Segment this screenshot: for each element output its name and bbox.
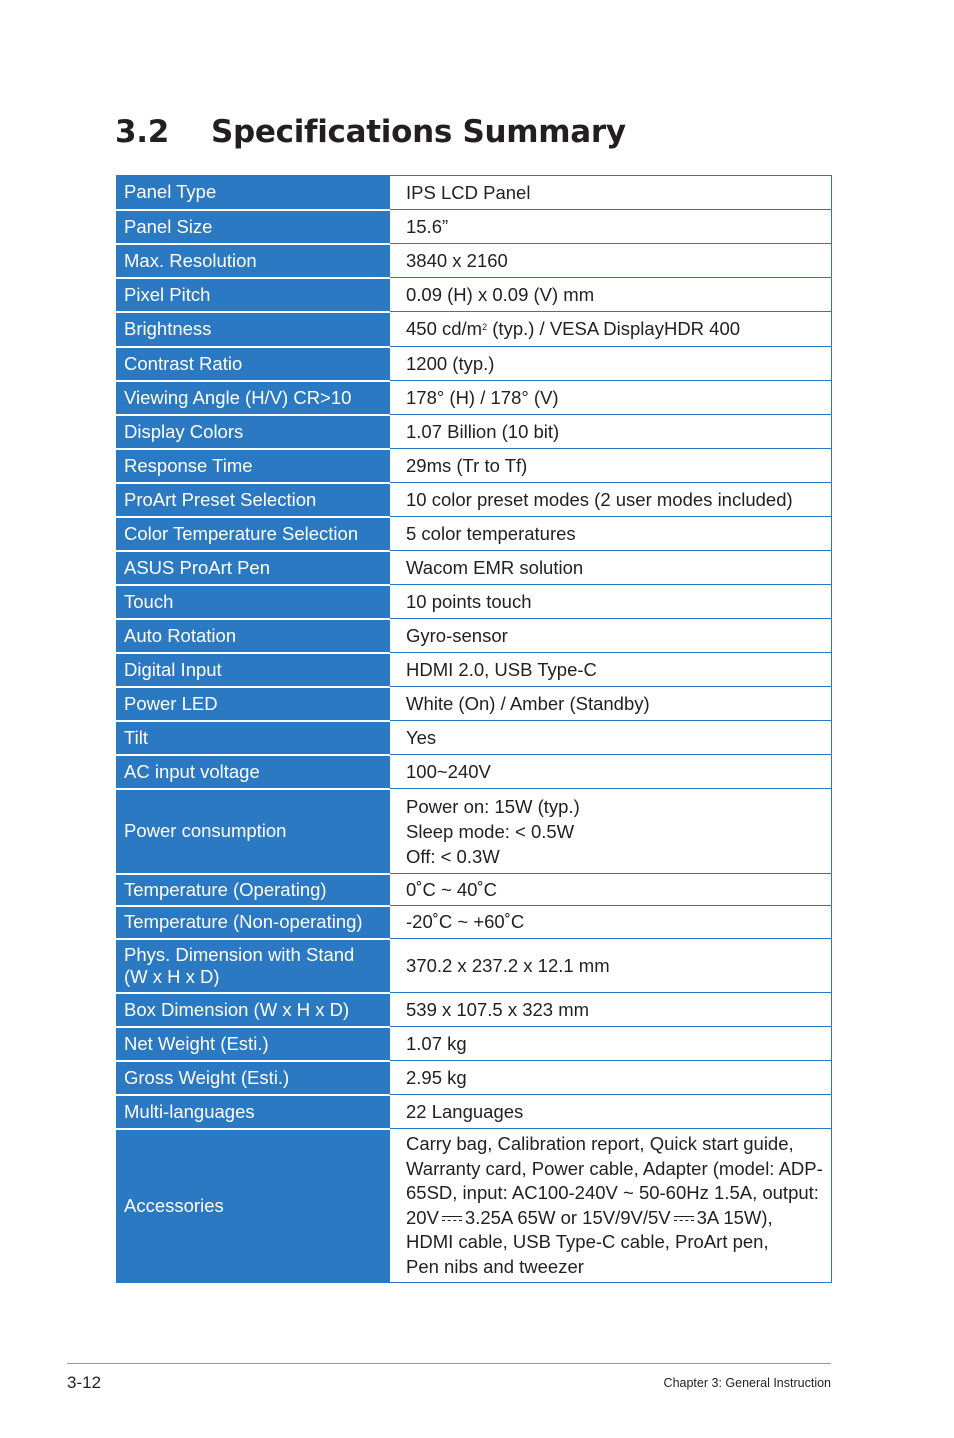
- spec-label: Panel Size: [117, 210, 390, 244]
- dc-current-icon: [442, 1215, 462, 1223]
- spec-label: ASUS ProArt Pen: [117, 551, 390, 585]
- dc-current-icon: [674, 1215, 694, 1223]
- spec-row-temp-non-operating: [117, 906, 832, 939]
- spec-label: Temperature (Operating): [117, 874, 390, 906]
- spec-label: Power LED: [117, 687, 390, 721]
- spec-label: Net Weight (Esti.): [117, 1027, 390, 1061]
- value-line: Off: < 0.3W: [406, 845, 500, 867]
- spec-value: 100~240V: [390, 755, 832, 789]
- spec-row-temp-operating: [117, 874, 832, 906]
- spec-row-max-resolution: [117, 244, 832, 278]
- spec-row-multi-languages: [117, 1095, 832, 1129]
- spec-value: [390, 312, 832, 347]
- label-line: Phys. Dimension with Stand: [124, 943, 355, 965]
- spec-row-phys-dimension: [117, 939, 832, 993]
- spec-value: 1.07 Billion (10 bit): [390, 415, 832, 449]
- spec-value: 2.95 kg: [390, 1061, 832, 1095]
- spec-label: Contrast Ratio: [117, 347, 390, 381]
- section-heading: [115, 114, 626, 150]
- section-title: Specifications Summary: [211, 114, 626, 150]
- spec-value: Gyro-sensor: [390, 619, 832, 653]
- spec-value: 1200 (typ.): [390, 347, 832, 381]
- output-current-15w: 3A 15W),: [696, 1206, 773, 1228]
- spec-label: Touch: [117, 585, 390, 619]
- spec-row-auto-rotation: [117, 619, 832, 653]
- footer-divider: [67, 1363, 831, 1364]
- value-line: Power on: 15W (typ.): [406, 795, 580, 817]
- label-line: (W x H x D): [124, 965, 220, 987]
- spec-row-power-consumption: [117, 789, 832, 874]
- spec-row-power-led: [117, 687, 832, 721]
- spec-row-viewing-angle: [117, 381, 832, 415]
- output-spec-text: 3.25A 65W or 15V/9V/5V: [464, 1206, 671, 1228]
- spec-value: HDMI 2.0, USB Type-C: [390, 653, 832, 687]
- spec-row-proart-preset: [117, 483, 832, 517]
- spec-value: 15.6”: [390, 210, 832, 244]
- spec-value: 3840 x 2160: [390, 244, 832, 278]
- spec-value: -20˚C ~ +60˚C: [390, 906, 832, 939]
- spec-label: Tilt: [117, 721, 390, 755]
- brightness-unit-superscript: 2: [482, 322, 488, 332]
- spec-row-proart-pen: [117, 551, 832, 585]
- spec-label: Display Colors: [117, 415, 390, 449]
- spec-row-pixel-pitch: [117, 278, 832, 312]
- spec-value: 10 points touch: [390, 585, 832, 619]
- spec-row-accessories: [117, 1129, 832, 1283]
- spec-label: Color Temperature Selection: [117, 517, 390, 551]
- spec-label: Box Dimension (W x H x D): [117, 993, 390, 1027]
- value-line: HDMI cable, USB Type-C cable, ProArt pen,: [406, 1231, 769, 1252]
- spec-value: 370.2 x 237.2 x 12.1 mm: [390, 939, 832, 993]
- spec-row-panel-type: [117, 176, 832, 210]
- spec-label: AC input voltage: [117, 755, 390, 789]
- spec-row-display-colors: [117, 415, 832, 449]
- page-number: 3-12: [67, 1373, 102, 1392]
- spec-label: Panel Type: [117, 176, 390, 210]
- spec-row-brightness: [117, 312, 832, 347]
- chapter-title: Chapter 3: General Instruction: [663, 1376, 831, 1390]
- spec-value: [390, 789, 832, 874]
- spec-value: 1.07 kg: [390, 1027, 832, 1061]
- spec-label: Accessories: [117, 1129, 390, 1283]
- spec-value: 5 color temperatures: [390, 517, 832, 551]
- spec-label: Gross Weight (Esti.): [117, 1061, 390, 1095]
- spec-label: Max. Resolution: [117, 244, 390, 278]
- spec-row-panel-size: [117, 210, 832, 244]
- spec-row-box-dimension: [117, 993, 832, 1027]
- spec-label: Pixel Pitch: [117, 278, 390, 312]
- value-line: [406, 1206, 831, 1231]
- spec-label: Response Time: [117, 449, 390, 483]
- spec-label: [117, 939, 390, 993]
- spec-label: Power consumption: [117, 789, 390, 874]
- value-line: Sleep mode: < 0.5W: [406, 820, 575, 842]
- spec-value: 178° (H) / 178° (V): [390, 381, 832, 415]
- spec-row-ac-input: [117, 755, 832, 789]
- spec-value: IPS LCD Panel: [390, 176, 832, 210]
- spec-value: [390, 1129, 832, 1283]
- spec-value: 22 Languages: [390, 1095, 832, 1129]
- value-line: Warranty card, Power cable, Adapter (model: ADP-: [406, 1157, 823, 1179]
- spec-row-color-temperature: [117, 517, 832, 551]
- specifications-table: [116, 175, 832, 1283]
- spec-value: 29ms (Tr to Tf): [390, 449, 832, 483]
- spec-value: 0˚C ~ 40˚C: [390, 874, 832, 906]
- spec-label: Digital Input: [117, 653, 390, 687]
- brightness-value-suffix: (typ.) / VESA DisplayHDR 400: [487, 318, 741, 339]
- section-number: 3.2: [115, 114, 170, 150]
- spec-value: Yes: [390, 721, 832, 755]
- spec-value: 10 color preset modes (2 user modes included): [390, 483, 832, 517]
- spec-value: 0.09 (H) x 0.09 (V) mm: [390, 278, 832, 312]
- spec-row-digital-input: [117, 653, 832, 687]
- spec-label: Temperature (Non-operating): [117, 906, 390, 939]
- spec-value: 539 x 107.5 x 323 mm: [390, 993, 832, 1027]
- brightness-value: 450 cd/m: [406, 318, 483, 339]
- value-line: Pen nibs and tweezer: [406, 1255, 584, 1277]
- spec-value: White (On) / Amber (Standby): [390, 687, 832, 721]
- spec-row-response-time: [117, 449, 832, 483]
- spec-label: Viewing Angle (H/V) CR>10: [117, 381, 390, 415]
- spec-label: ProArt Preset Selection: [117, 483, 390, 517]
- output-voltage-65w: 20V: [406, 1206, 439, 1228]
- spec-label: Auto Rotation: [117, 619, 390, 653]
- spec-label: Multi-languages: [117, 1095, 390, 1129]
- value-line: 65SD, input: AC100-240V ~ 50-60Hz 1.5A, output:: [406, 1182, 819, 1203]
- spec-value: Wacom EMR solution: [390, 551, 832, 585]
- spec-row-tilt: [117, 721, 832, 755]
- value-line: Carry bag, Calibration report, Quick start guide,: [406, 1133, 794, 1154]
- spec-row-contrast-ratio: [117, 347, 832, 381]
- spec-row-touch: [117, 585, 832, 619]
- spec-label: Brightness: [117, 312, 390, 347]
- spec-row-gross-weight: [117, 1061, 832, 1095]
- spec-row-net-weight: [117, 1027, 832, 1061]
